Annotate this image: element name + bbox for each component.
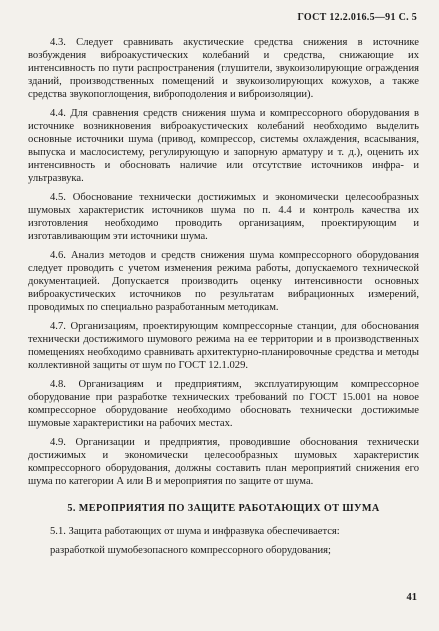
section-heading: 5. МЕРОПРИЯТИЯ ПО ЗАЩИТЕ РАБОТАЮЩИХ ОТ ШУМА [67, 503, 380, 514]
page-number: 41 [406, 592, 417, 603]
paragraph-4-9: 4.9. Организации и предприятия, проводившие обоснования технически достижимых и экономически целесообразных шумовых характеристик компрессорного оборудования, должны составить план мероприятий снижения его шума по категории А или В и мероприятия по защите от шума. [28, 437, 419, 487]
list-item: разработкой шумобезопасного компрессорного оборудования; [50, 545, 331, 556]
paragraph-5-1: 5.1. Защита работающих от шума и инфразвука обеспечивается: [50, 526, 340, 537]
paragraph-4-4: 4.4. Для сравнения средств снижения шума и компрессорного оборудования в источнике возникновения виброакустических колебаний необходимо выделить основные источники шума (привод, компрессор, системы охлаждения, всасывания, выпуска и маслосистему, регулирующую и запорную арматуру и т. д.), оценить их интенсивность и обосновать наличие или отсутствие источников инфра- и ультразвука. [28, 108, 419, 184]
paragraph-4-7: 4.7. Организациям, проектирующим компрессорные станции, для обоснования технически достижимого шумового режима на ее территории и в производственных помещениях необходимо сравнивать архитектурно-планировочные средства и методы коллективной защиты от шум по ГОСТ 12.1.029. [28, 321, 419, 371]
paragraph-4-6: 4.6. Анализ методов и средств снижения шума компрессорного оборудования следует проводить с учетом изменения режима работы, допускаемого технической документацией. Допускается производить оценку интенсивности основных виброакустических источников по результатам вибрационных измерений, проводимых по специально разработанным методикам. [28, 250, 419, 313]
paragraph-4-3: 4.3. Следует сравнивать акустические средства снижения в источнике возбуждения виброакустических колебаний и средства, снижающие их интенсивность по пути распространения (глушители, звукоизолирующие ограждения зданий, производственных помещений и звукоизолирующих кожухов, а также средства звукопоглощения, виброподоления и виброизоляции). [28, 37, 419, 100]
body-text [28, 36, 419, 563]
paragraph-4-8: 4.8. Организациям и предприятиям, эксплуатирующим компрессорное оборудование при разработке технических требований по ГОСТ 15.001 на новое компрессорное оборудование необходимо обосновать технически достижимые шумовые характеристики на рабочих местах. [28, 379, 419, 429]
paragraph-4-5: 4.5. Обоснование технически достижимых и экономически целесообразных шумовых характеристик источников шума по п. 4.4 и контроль качества их изготовления необходимо проводить организациям, проектирующим и изготавливающим эти источники шума. [28, 192, 419, 242]
running-header: ГОСТ 12.2.016.5—91 С. 5 [297, 12, 417, 23]
